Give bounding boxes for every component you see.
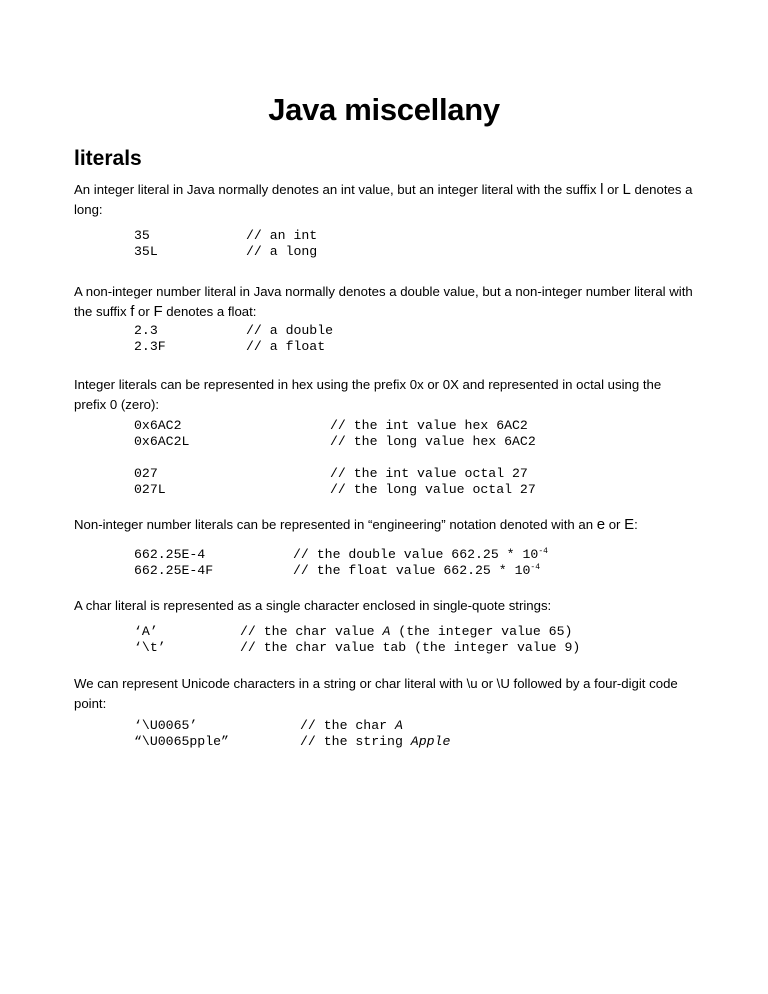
suffix-lower: f [130,303,135,320]
exponent-lower: e [596,516,606,533]
paragraph-char-literal: A char literal is represented as a single character enclosed in single-quote strings: [74,598,552,613]
code-comment: // the long value hex 6AC2 [330,434,536,449]
code-literal: “\U0065pple” [134,734,229,749]
code-literal: 2.3 [134,323,158,338]
comment-text: // the char value tab (the integer value 9) [240,640,581,655]
exponent-superscript: -4 [538,547,548,556]
suffix-lower: l [600,181,604,198]
code-literal: 35L [134,244,158,259]
code-comment: // the int value hex 6AC2 [330,418,528,433]
paragraph-unicode: We can represent Unicode characters in a string or char literal with \u or \U followed by a four-digit code point: [74,676,678,711]
code-literal: 0x6AC2L [134,434,190,449]
paragraph-text: A non-integer number literal in Java normally denotes a double value, but a non-integer number literal with the suffix [74,284,693,319]
comment-text: // the float value 662.25 * 10 [293,563,531,578]
comment-text: // the double value 662.25 * 10 [293,547,539,562]
code-literal: 35 [134,228,150,243]
code-literal: ‘A’ [134,624,158,639]
comment-text: (the integer value 65) [390,624,573,639]
code-comment [293,547,548,563]
exponent-superscript: -4 [530,563,541,572]
paragraph-text: denotes a long: [74,182,693,217]
comment-italic: Apple [410,734,451,749]
comment-text: // the char value [240,624,383,639]
paragraph-long-suffix [74,180,694,220]
code-comment: // a float [246,339,326,354]
comment-italic: A [382,624,391,639]
paragraph-text: An integer literal in Java normally denotes an int value, but an integer literal with the suffix [74,182,601,197]
code-comment: // the long value octal 27 [330,482,536,497]
suffix-upper: L [622,181,631,198]
code-comment [240,640,580,656]
code-literal: 662.25E-4 [134,547,206,562]
code-literal: 662.25E-4F [134,563,214,578]
code-comment: // a double [246,323,334,338]
paragraph-text: or [134,304,154,319]
paragraph-text: or [603,182,623,197]
paragraph-hex-octal: Integer literals can be represented in hex using the prefix 0x or 0X and represented in octal using the prefix 0 (zero): [74,377,662,412]
page-title: Java miscellany [268,92,500,127]
code-literal: 027 [134,466,158,481]
paragraph-text: : [634,517,638,532]
code-literal: 027L [134,482,166,497]
section-heading: literals [74,147,142,170]
code-comment [293,563,540,579]
code-literal: 2.3F [134,339,166,354]
exponent-upper: E [624,516,635,533]
code-literal: 0x6AC2 [134,418,182,433]
code-literal: ‘\U0065’ [134,718,198,733]
paragraph-text: or [605,517,625,532]
code-comment: // an int [246,228,318,243]
comment-text: // the char [300,718,395,733]
comment-italic: A [394,718,403,733]
paragraph-float-suffix [74,282,694,322]
comment-text: // the string [300,734,411,749]
code-comment [300,734,450,750]
code-literal: ‘\t’ [134,640,166,655]
code-comment: // the int value octal 27 [330,466,528,481]
paragraph-engineering [74,515,734,535]
suffix-upper: F [153,303,163,320]
paragraph-text: denotes a float: [162,304,257,319]
paragraph-text: Non-integer number literals can be represented in “engineering” notation denoted with an [74,517,597,532]
code-comment [300,718,403,734]
code-comment [240,624,572,640]
code-comment: // a long [246,244,318,259]
